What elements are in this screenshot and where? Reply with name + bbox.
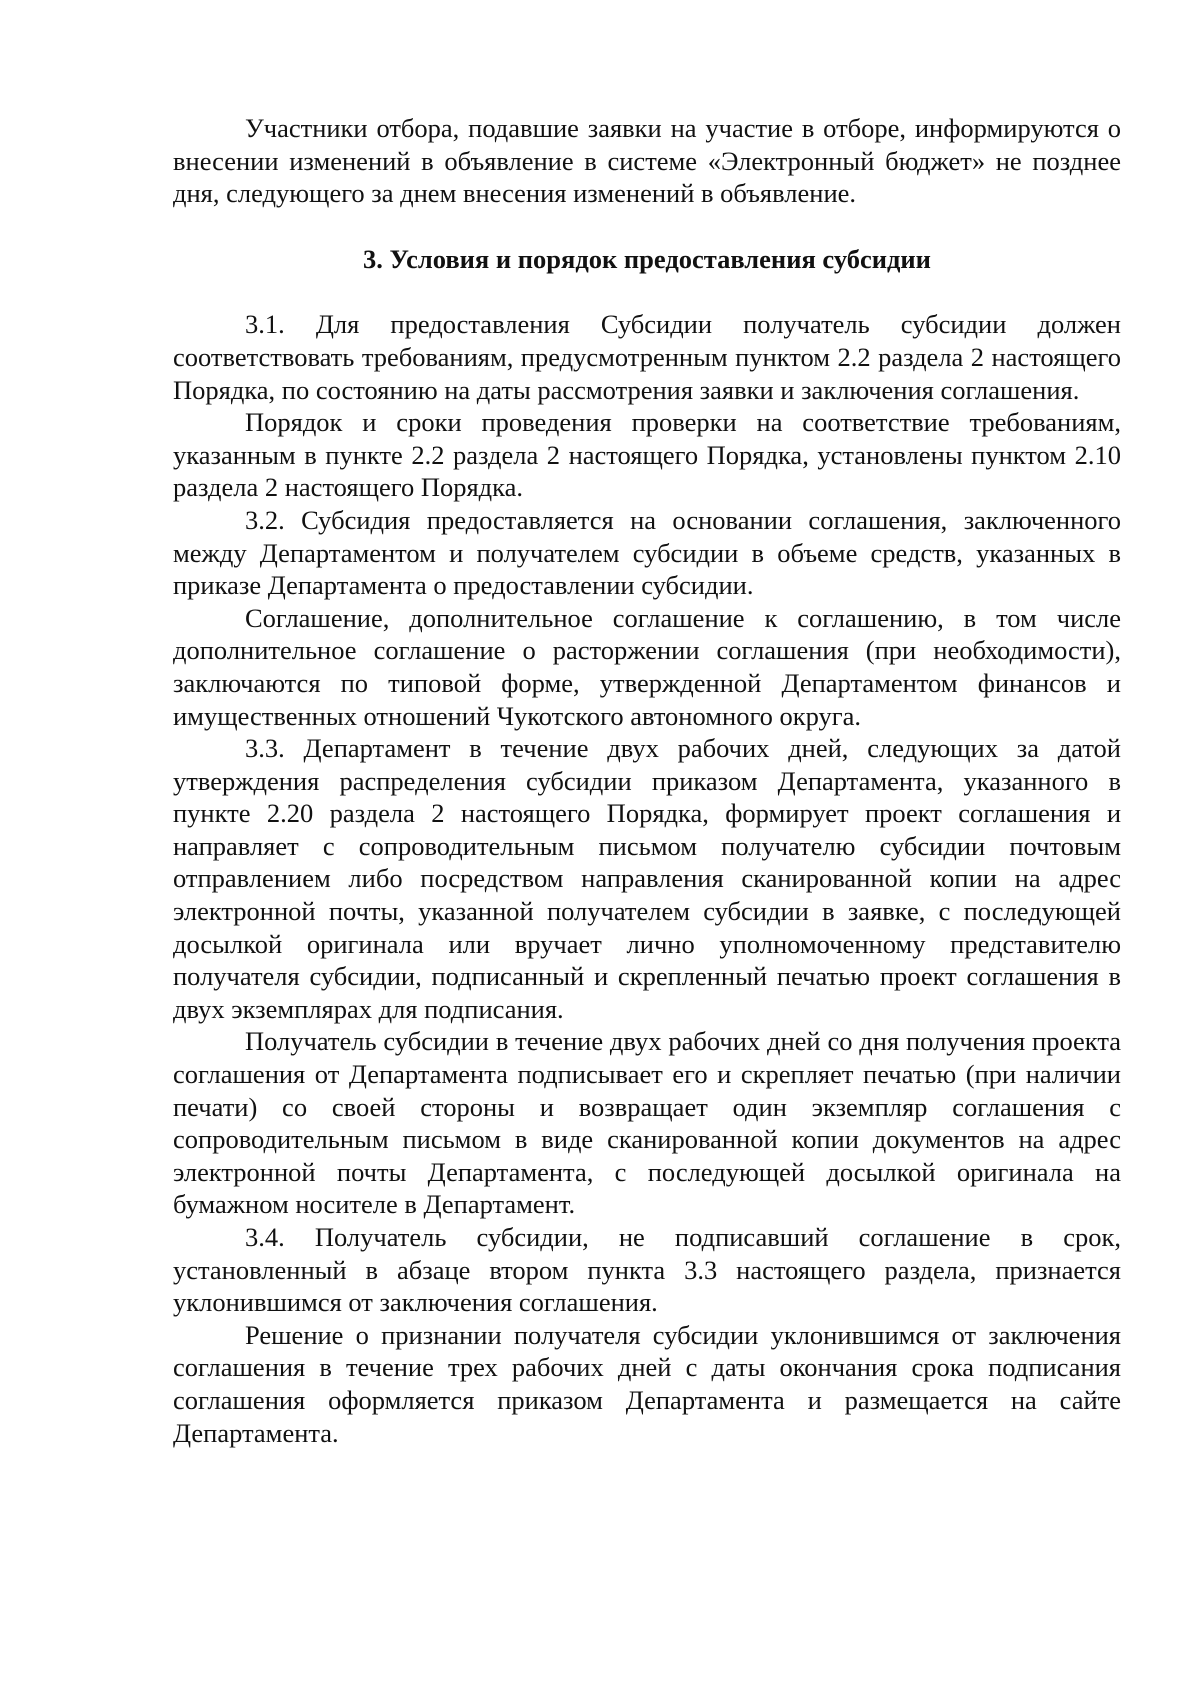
paragraph-3-4: 3.4. Получатель субсидии, не подписавший соглашение в срок, установленный в абзаце втором пункта 3.3 настоящего раздела, признается уклонившимся от заключения соглашения.: [173, 1222, 1121, 1318]
paragraph-recipient-signing: Получатель субсидии в течение двух рабочих дней со дня получения проекта соглашения от Департамента подписывает его и скрепляет печатью (при наличии печати) со своей стороны и возвращает один экземпляр соглашения с сопроводительным письмом в виде сканированной копии документов на адрес электронной почты Департамента, с последующей досылкой оригинала на бумажном носителе в Департамент.: [173, 1026, 1121, 1220]
intro-paragraph: Участники отбора, подавшие заявки на участие в отборе, информируются о внесении изменений в объявление в системе «Электронный бюджет» не позднее дня, следующего за днем внесения изменений в объявление.: [173, 113, 1121, 209]
paragraph-evasion-decision: Решение о признании получателя субсидии уклонившимся от заключения соглашения в течение трех рабочих дней с даты окончания срока подписания соглашения оформляется приказом Департамента и размещается на сайте Департамента.: [173, 1319, 1121, 1448]
paragraph-3-3: 3.3. Департамент в течение двух рабочих дней, следующих за датой утверждения распределения субсидии приказом Департамента, указанного в пункте 2.20 раздела 2 настоящего Порядка, формирует проект соглашения и направляет с сопроводительным письмом получателю субсидии почтовым отправлением либо посредством направления сканированной копии на адрес электронной почты, указанной получателем субсидии в заявке, с последующей досылкой оригинала или вручает лично уполномоченному представителю получателя субсидии, подписанный и скрепленный печатью проект соглашения в двух экземплярах для подписания.: [173, 733, 1121, 1024]
paragraph-3-1: 3.1. Для предоставления Субсидии получатель субсидии должен соответствовать требованиям, предусмотренным пунктом 2.2 раздела 2 настоящего Порядка, по состоянию на даты рассмотрения заявки и заключения соглашения.: [173, 309, 1121, 405]
paragraph-3-2: 3.2. Субсидия предоставляется на основании соглашения, заключенного между Департаментом и получателем субсидии в объеме средств, указанных в приказе Департамента о предоставлении субсидии.: [173, 504, 1121, 601]
section-title: 3. Условия и порядок предоставления субсидии: [363, 243, 931, 274]
paragraph-agreement-form: Соглашение, дополнительное соглашение к соглашению, в том числе дополнительное соглашение о расторжении соглашения (при необходимости), заключаются по типовой форме, утвержденной Департаментом финансов и имущественных отношений Чукотского автономного округа.: [173, 602, 1121, 731]
paragraph-verification-procedure: Порядок и сроки проведения проверки на соответствие требованиям, указанным в пункте 2.2 раздела 2 настоящего Порядка, установлены пунктом 2.10 раздела 2 настоящего Порядка.: [173, 407, 1121, 503]
document-body: [173, 112, 1121, 1449]
